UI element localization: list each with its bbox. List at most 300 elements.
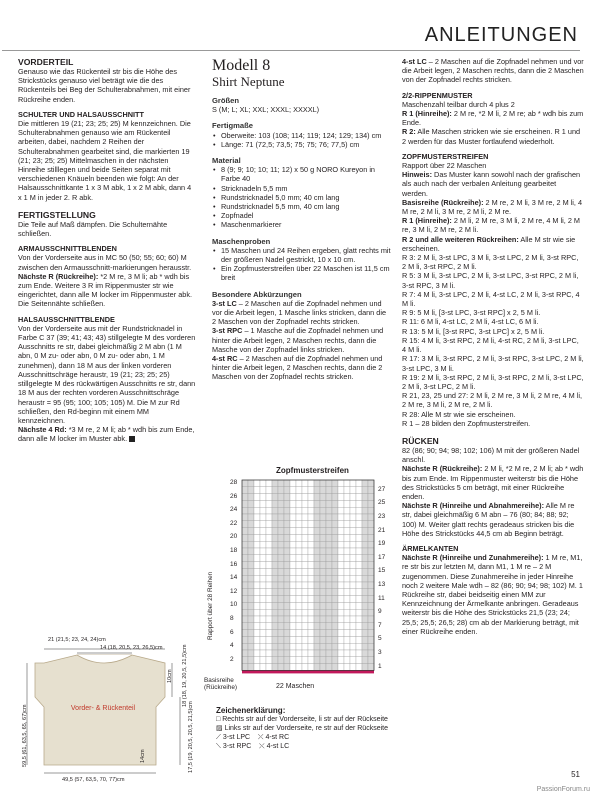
legend-text: 3-st RPC xyxy=(222,743,252,750)
abk-lc xyxy=(212,299,392,327)
chart-cell xyxy=(284,500,290,507)
chart-cell xyxy=(350,562,356,569)
chart-cell xyxy=(290,589,296,596)
chart-cell xyxy=(302,507,308,514)
chart-row-number-right: 21 xyxy=(378,526,386,534)
chart-cell xyxy=(302,494,308,501)
chart-cell xyxy=(278,623,284,630)
chart-cell xyxy=(326,494,332,501)
chart-cell xyxy=(278,528,284,535)
chart-cell xyxy=(356,555,362,562)
text-fertig: Die Teile auf Maß dämpfen. Die Schulternähte schließen. xyxy=(18,219,168,239)
schema-m14: 14cm xyxy=(140,749,146,763)
chart-cell xyxy=(272,596,278,603)
chart-cell xyxy=(302,623,308,630)
model-subtitle: Shirt Neptune xyxy=(212,74,285,89)
row-instruction: R 17: 3 M li, 3-st RPC, 2 M li, 3-st RPC, 3-st LPC, 2 M li, 3-st LPC, 3 M li. xyxy=(402,354,584,373)
chart-cell xyxy=(260,643,266,650)
chart-cell xyxy=(314,568,320,575)
chart-cell xyxy=(320,500,326,507)
abk-key: 4-st LC xyxy=(402,57,427,66)
chart-cell xyxy=(320,534,326,541)
chart-cell xyxy=(362,507,368,514)
row-key: Hinweis: xyxy=(402,170,433,180)
chart-cell xyxy=(248,555,254,562)
chart-cell xyxy=(248,643,254,650)
chart-cell xyxy=(260,541,266,548)
chart-cell xyxy=(284,494,290,501)
chart-cell xyxy=(248,494,254,501)
chart-cell xyxy=(290,500,296,507)
chart-cell xyxy=(338,664,344,671)
chart-cell xyxy=(356,548,362,555)
chart-cell xyxy=(248,487,254,494)
chart-cell xyxy=(290,582,296,589)
column-right xyxy=(402,57,584,636)
list-item: • 8 (9; 9; 10; 10; 11; 12) x 50 g NORO Kureyon in Farbe 40 xyxy=(221,165,392,183)
chart-cell xyxy=(338,514,344,521)
chart-row-number-left: 18 xyxy=(230,547,238,554)
chart-cell xyxy=(320,541,326,548)
chart-cell xyxy=(356,650,362,657)
chart-cell xyxy=(260,507,266,514)
chart-cell xyxy=(356,568,362,575)
chart-width-label: 22 Maschen xyxy=(276,683,315,690)
chart-cell xyxy=(284,534,290,541)
chart-cell xyxy=(368,480,374,487)
chart-cell xyxy=(320,602,326,609)
chart-cell xyxy=(278,500,284,507)
chart-cell xyxy=(368,650,374,657)
chart-cell xyxy=(260,575,266,582)
chart-cell xyxy=(272,623,278,630)
chart-cell xyxy=(284,650,290,657)
chart-cell xyxy=(368,534,374,541)
chart-cell xyxy=(308,507,314,514)
chart-cell xyxy=(272,643,278,650)
abk-rpc xyxy=(212,326,392,354)
chart-cell xyxy=(320,568,326,575)
chart-cell xyxy=(278,602,284,609)
chart-cell xyxy=(290,650,296,657)
chart-cell xyxy=(368,636,374,643)
row-key: R 1 (Hinreihe): xyxy=(402,109,452,119)
chart-cell xyxy=(278,507,284,514)
chart-row-number-left: 10 xyxy=(230,601,238,609)
chart-cell xyxy=(356,521,362,528)
chart-cell xyxy=(362,555,368,562)
chart-cell xyxy=(290,521,296,528)
schema-l59: 59,5 (61, 63,5, 65, 67)cm xyxy=(22,704,28,767)
chart-cell xyxy=(254,630,260,637)
text-arm-2 xyxy=(18,272,196,309)
chart-cell xyxy=(260,602,266,609)
chart-cell xyxy=(344,636,350,643)
chart-cell xyxy=(368,562,374,569)
chart-cell xyxy=(314,602,320,609)
chart-row-number-right: 27 xyxy=(378,485,386,493)
chart-cell xyxy=(314,487,320,494)
chart-cell xyxy=(242,657,248,664)
chart-cell xyxy=(284,643,290,650)
chart-cell xyxy=(248,541,254,548)
chart-cell xyxy=(266,555,272,562)
chart-cell xyxy=(356,514,362,521)
chart-cell xyxy=(314,664,320,671)
chart-cell xyxy=(296,541,302,548)
chart-cell xyxy=(314,555,320,562)
chart-cell xyxy=(368,494,374,501)
chart-cell xyxy=(356,609,362,616)
chart-cell xyxy=(356,616,362,623)
chart-cell xyxy=(284,596,290,603)
chart-cell xyxy=(326,664,332,671)
chart-cell xyxy=(332,630,338,637)
chart-cell xyxy=(338,589,344,596)
chart-cell xyxy=(296,507,302,514)
chart-cell xyxy=(266,582,272,589)
row-text: 2 M re, *2 M li, 2 M re; ab * wdh bis zum Ende. xyxy=(402,109,584,128)
chart-cell xyxy=(308,528,314,535)
column-middle xyxy=(212,57,392,382)
heading-rippen: 2/2-RIPPENMUSTER xyxy=(402,90,473,100)
chart-cell xyxy=(326,616,332,623)
chart-cell xyxy=(368,541,374,548)
text-rippen-r2 xyxy=(402,127,584,145)
heading-vorderteil: VORDERTEIL xyxy=(18,57,74,67)
text-rippen: Maschenzahl teilbar durch 4 plus 2 xyxy=(402,99,515,109)
chart-cell xyxy=(296,487,302,494)
chart-cell xyxy=(254,528,260,535)
chart-cell xyxy=(242,480,248,487)
chart-cell xyxy=(254,623,260,630)
chart-cell xyxy=(368,609,374,616)
chart-cell xyxy=(260,650,266,657)
chart-cell xyxy=(368,487,374,494)
schema-top2: 14 (18, 20,5, 23, 26,5)cm xyxy=(100,645,163,651)
chart-cell xyxy=(326,500,332,507)
chart-cell xyxy=(332,521,338,528)
chart-cell xyxy=(356,487,362,494)
chart-cell xyxy=(320,630,326,637)
text-hinweis xyxy=(402,170,584,198)
chart-cell xyxy=(320,487,326,494)
chart-cell xyxy=(338,534,344,541)
chart-cell xyxy=(326,623,332,630)
heading-fertig: FERTIGSTELLUNG xyxy=(18,209,96,220)
chart-cell xyxy=(248,507,254,514)
chart-cell xyxy=(242,630,248,637)
chart-cell xyxy=(344,643,350,650)
chart-cell xyxy=(350,630,356,637)
chart-cell xyxy=(362,582,368,589)
chart-cell xyxy=(338,507,344,514)
chart-cell xyxy=(314,636,320,643)
chart-cell xyxy=(314,494,320,501)
chart-cell xyxy=(302,500,308,507)
end-square-icon xyxy=(129,436,135,442)
row-instruction: R 1 – 28 bilden den Zopfmusterstreifen. xyxy=(402,418,531,428)
chart-cell xyxy=(266,602,272,609)
chart-cell xyxy=(356,602,362,609)
chart-cell xyxy=(344,562,350,569)
row-instruction: R 9: 5 M li, [3-st LPC, 3-st RPC] x 2, 5 M li. xyxy=(402,308,541,318)
column-left xyxy=(18,57,196,444)
text-hals-2 xyxy=(18,425,196,443)
chart-cell xyxy=(260,521,266,528)
chart-cell xyxy=(272,582,278,589)
row-instruction: R 13: 5 M li, [3-st RPC, 3-st LPC] x 2, 5 M li. xyxy=(402,326,545,336)
heading-armausschnitt: ARMAUSSCHNITTBLENDEN xyxy=(18,244,117,254)
chart-cell xyxy=(368,623,374,630)
heading-abkuerzungen: Besondere Abkürzungen xyxy=(212,289,302,299)
chart-cell xyxy=(296,650,302,657)
chart-cell xyxy=(368,521,374,528)
model-title: Modell 8 xyxy=(212,57,271,74)
chart-cell xyxy=(296,609,302,616)
chart-cell xyxy=(296,534,302,541)
chart-cell xyxy=(308,589,314,596)
text-schulter: Die mittleren 19 (21; 23; 25; 25) M kennzeichnen. Die Schulterabnahmen genauso wie am Rückenteil arbeiten, dabei, nachdem 2 Reihen der Schulterabnahmen gearbeitet sind, die markierten 19 (21; 23; 25; 25) Mittelmaschen in der nächsten Hinreihe stilllegen und beide Seiten separat mit verschiedenen Knäueln beenden wie folgt: An der Halsausschnittkante 1 x 3 M abk, 1 x 2 M abk, dann 4 x 1 M in jeder 2. R abk. xyxy=(18,119,192,202)
chart-cell xyxy=(284,630,290,637)
chart-cell xyxy=(326,589,332,596)
chart-cell xyxy=(296,528,302,535)
chart-cell xyxy=(344,555,350,562)
chart-cell xyxy=(254,664,260,671)
chart-cell xyxy=(260,528,266,535)
chart-cell xyxy=(332,528,338,535)
chart-cell xyxy=(248,630,254,637)
chart-cell xyxy=(302,589,308,596)
chart-cell xyxy=(290,596,296,603)
chart-cell xyxy=(350,541,356,548)
row-instruction: R 28: Alle M str wie sie erscheinen. xyxy=(402,409,516,419)
chart-cell xyxy=(272,494,278,501)
chart-cell xyxy=(266,548,272,555)
chart-cell xyxy=(254,521,260,528)
chart-cell xyxy=(296,568,302,575)
chart-cell xyxy=(356,630,362,637)
chart-cell xyxy=(290,616,296,623)
chart-row-number-left: 6 xyxy=(230,628,234,636)
chart-cell xyxy=(350,555,356,562)
chart-cell xyxy=(338,616,344,623)
text-basis xyxy=(402,198,584,216)
chart-cell xyxy=(338,487,344,494)
chart-cell xyxy=(242,636,248,643)
chart-cell xyxy=(260,494,266,501)
chart-row-number-left: 20 xyxy=(230,533,238,541)
garment-schema xyxy=(22,637,202,800)
chart-row-number-right: 5 xyxy=(378,635,382,643)
chart-cell xyxy=(326,609,332,616)
chart-cell xyxy=(314,596,320,603)
heading-zopf: ZOPFMUSTERSTREIFEN xyxy=(402,151,489,161)
chart-cell xyxy=(254,636,260,643)
chart-cell xyxy=(320,582,326,589)
chart-cell xyxy=(248,582,254,589)
chart-cell xyxy=(248,596,254,603)
chart-cell xyxy=(314,507,320,514)
chart-cell xyxy=(284,521,290,528)
text-r1 xyxy=(402,216,584,234)
chart-cell xyxy=(278,650,284,657)
chart-cell xyxy=(338,582,344,589)
chart-cell xyxy=(332,643,338,650)
chart-cell xyxy=(266,664,272,671)
row-text: Alle Maschen stricken wie sie erscheinen. R 1 und 2 werden für das Muster fortlaufend wiederholt. xyxy=(402,127,581,146)
chart-cell xyxy=(272,650,278,657)
chart-cell xyxy=(302,548,308,555)
chart-cell xyxy=(314,609,320,616)
chart-cell xyxy=(266,630,272,637)
abk-key: 3-st LC xyxy=(212,298,237,308)
chart-cell xyxy=(344,589,350,596)
chart-cell xyxy=(302,650,308,657)
chart-cell xyxy=(242,650,248,657)
cable-rpc-icon: ⟍ xyxy=(216,743,221,750)
chart-cell xyxy=(338,555,344,562)
chart-cell xyxy=(314,521,320,528)
chart-cell xyxy=(368,589,374,596)
chart-cell xyxy=(254,657,260,664)
schema-top: 21 (21,5; 23, 24, 24)cm xyxy=(48,637,106,643)
chart-cell xyxy=(278,609,284,616)
chart-cell xyxy=(314,541,320,548)
chart-cell xyxy=(248,562,254,569)
chart-cell xyxy=(350,514,356,521)
chart-cell xyxy=(254,548,260,555)
chart-cell xyxy=(302,643,308,650)
chart-cell xyxy=(266,636,272,643)
chart-cell xyxy=(350,534,356,541)
chart-cell xyxy=(248,528,254,535)
chart-cell xyxy=(314,480,320,487)
chart-cell xyxy=(338,630,344,637)
chart-cell xyxy=(362,521,368,528)
chart-cell xyxy=(356,664,362,671)
chart-cell xyxy=(260,630,266,637)
chart-cell xyxy=(350,548,356,555)
chart-cell xyxy=(296,521,302,528)
chart-cell xyxy=(284,582,290,589)
chart-cell xyxy=(356,643,362,650)
chart-cell xyxy=(242,521,248,528)
chart-cell xyxy=(272,541,278,548)
chart-cell xyxy=(278,630,284,637)
chart-cell xyxy=(284,541,290,548)
chart-row-number-left: 8 xyxy=(230,615,234,622)
chart-cell xyxy=(332,616,338,623)
chart-cell xyxy=(254,609,260,616)
row-text: Alle M str wie sie erscheinen. xyxy=(402,234,576,253)
chart-cell xyxy=(326,657,332,664)
chart-cell xyxy=(290,534,296,541)
chart-cell xyxy=(326,528,332,535)
chart-cell xyxy=(284,636,290,643)
chart-cell xyxy=(242,555,248,562)
label-arm: Nächste R (Rückreihe): xyxy=(18,271,99,281)
chart-cell xyxy=(356,596,362,603)
chart-cell xyxy=(284,568,290,575)
chart-cell xyxy=(248,589,254,596)
chart-cell xyxy=(272,500,278,507)
chart-cell xyxy=(302,602,308,609)
legend-title: Zeichenerklärung: xyxy=(216,706,286,715)
chart-cell xyxy=(290,623,296,630)
chart-cell xyxy=(290,643,296,650)
chart-row-number-right: 25 xyxy=(378,499,386,507)
chart-cell xyxy=(284,507,290,514)
chart-cell xyxy=(308,541,314,548)
chart-cell xyxy=(308,548,314,555)
chart-cell xyxy=(260,616,266,623)
list-material xyxy=(212,165,392,229)
chart-cell xyxy=(368,575,374,582)
text-hals-1: Von der Vorderseite aus mit der Rundstricknadel in Farbe C 37 (39; 41; 43; 43) stillgelegte M des vorderen Ausschnitts re str, dabei gleichmäßig 2 M abn (1 M abn, 0 M zu- oder abn, 0 M zu- oder abn, 1 M zunehmen), dann 18 M aus der linken vorderen Ausschnittschräge heraustr, 19 (21; 23; 25; 25) stillgelegte M des rückwärtigen Ausschnitts re str, dann 18 M aus der rechten vorderen Ausschnittschräge heraustr = 95 (95; 100; 105; 105) M. Die M zur Rd schließen, den Rd-beginn mit einem MM kennzeichnen. xyxy=(18,323,196,425)
chart-row-number-right: 1 xyxy=(378,662,382,670)
chart-cell xyxy=(320,616,326,623)
chart-row-number-left: 26 xyxy=(230,492,238,500)
chart-cell xyxy=(248,575,254,582)
chart-cell xyxy=(308,616,314,623)
chart-row-number-left: 22 xyxy=(230,519,238,527)
chart-cell xyxy=(332,548,338,555)
heading-groessen: Größen xyxy=(212,96,240,105)
chart-cell xyxy=(338,494,344,501)
legend-text: 4-st LC xyxy=(266,743,290,750)
chart-cell xyxy=(290,562,296,569)
abk-value: – 2 Maschen auf die Zopfnadel nehmen und hinter die Arbeit legen, 2 Maschen rechts, dann die 2 Maschen von der Zopfnadel rechts stricken. xyxy=(212,354,383,382)
chart-cell xyxy=(290,528,296,535)
chart-cell xyxy=(278,664,284,671)
chart-cell xyxy=(278,487,284,494)
chart-cell xyxy=(308,623,314,630)
chart-cell xyxy=(356,494,362,501)
cable-lc-icon: ⤬ xyxy=(259,743,265,750)
chart-cell xyxy=(356,507,362,514)
chart-cell xyxy=(266,650,272,657)
chart-cell xyxy=(260,657,266,664)
section-header: ANLEITUNGEN xyxy=(424,24,578,46)
legend-item xyxy=(216,724,396,733)
chart-cell xyxy=(350,507,356,514)
chart-cell xyxy=(296,480,302,487)
chart-cell xyxy=(242,575,248,582)
chart-cell xyxy=(332,636,338,643)
chart-cell xyxy=(284,616,290,623)
chart-cell xyxy=(278,582,284,589)
chart-cell xyxy=(332,602,338,609)
chart-cell xyxy=(272,514,278,521)
chart-cell xyxy=(248,548,254,555)
abk-rc xyxy=(212,354,392,382)
chart-cell xyxy=(338,568,344,575)
chart-cell xyxy=(368,568,374,575)
chart-row-number-left: 4 xyxy=(230,642,234,650)
chart-cell xyxy=(368,643,374,650)
chart-cell xyxy=(302,596,308,603)
row-text: 2 M li, 2 M re, 3 M li, 2 M re, 4 M li, 2 M re, 3 M li, 2 M re, 2 M li. xyxy=(402,216,580,235)
list-item: • Ein Zopfmusterstreifen über 22 Maschen ist 11,5 cm breit xyxy=(221,264,392,282)
heading-ruecken: RÜCKEN xyxy=(402,435,439,446)
chart-cell xyxy=(326,643,332,650)
chart-cell xyxy=(272,664,278,671)
chart-cell xyxy=(362,534,368,541)
chart-row-number-left: 2 xyxy=(230,655,234,663)
chart-cell xyxy=(254,534,260,541)
chart-cell xyxy=(278,575,284,582)
